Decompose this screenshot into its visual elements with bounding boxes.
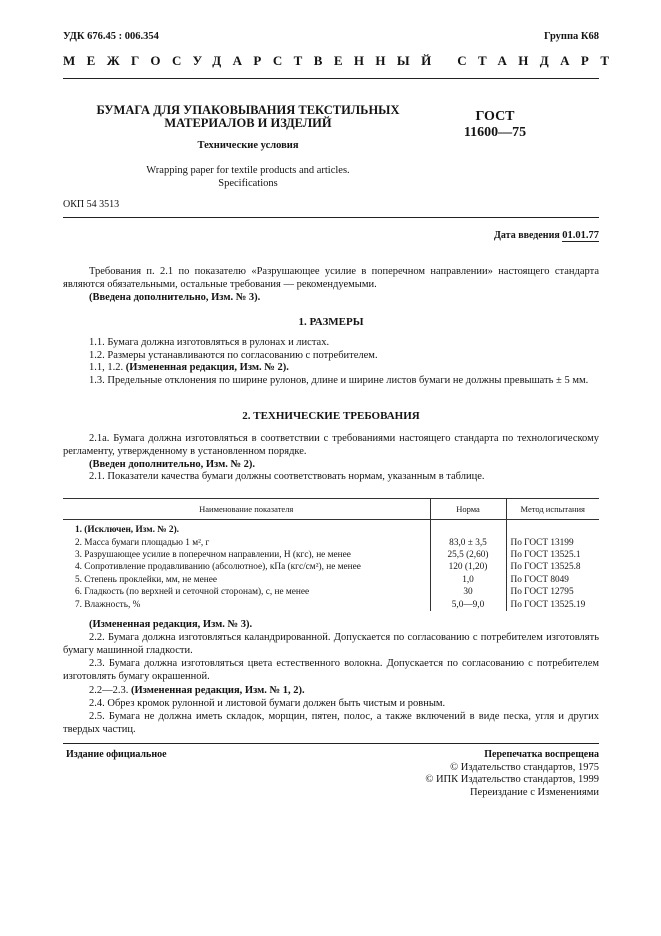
table-cell-method: По ГОСТ 13199 [510,537,574,548]
table-row [63,574,599,586]
para-2-amend-note: (Измененная редакция, Изм. № 1, 2). [131,685,305,696]
section-1-heading: 1. РАЗМЕРЫ [298,316,364,328]
para-1-3: 1.3. Предельные отклонения по ширине рулонов, длине и ширине листов бумаги не должны превышать ± 5 мм. [89,374,589,386]
footer-rule [63,743,599,744]
table-row [63,598,599,610]
table-cell-name [63,520,430,537]
title-line-1: БУМАГА ДЛЯ УПАКОВЫВАНИЯ ТЕКСТИЛЬНЫХ [96,103,400,117]
document-title [63,104,433,130]
copyright-block [425,749,599,799]
document-subtitle: Технические условия [197,140,299,151]
gost-designation [440,109,550,141]
table-cell-method: По ГОСТ 12795 [510,587,574,598]
table-cell-norm: 83,0 ± 3,5 [430,536,506,548]
reissue-notice: Переиздание с Изменениями [469,786,599,798]
intro-note: (Введена дополнительно, Изм. № 3). [89,292,261,303]
quality-table [63,498,599,611]
para-1-amend-note: (Измененная редакция, Изм. № 2). [125,362,289,373]
para-2-1: 2.1. Показатели качества бумаги должны соответствовать нормам, указанным в таблице. [89,471,485,482]
table-cell-name: 2. Масса бумаги площадью 1 м², г [75,537,210,548]
gost-number: 11600—75 [463,125,527,140]
table-cell-method: По ГОСТ 8049 [510,574,569,585]
table-cell-norm: 1,0 [430,574,506,586]
para-1-2: 1.2. Размеры устанавливаются по согласованию с потребителем. [89,349,378,361]
intro-date-label: Дата введения [494,230,560,241]
table-cell-method: По ГОСТ 13525.1 [510,549,581,560]
table-cell-norm [430,520,506,537]
english-title-line-1: Wrapping paper for textile products and articles. [146,165,350,176]
interstate-standard-banner: МЕЖГОСУДАРСТВЕННЫЙ СТАНДАРТ [63,53,621,68]
copyright-1999: © ИПК Издательство стандартов, 1999 [425,774,599,785]
para-2-1a-note: (Введен дополнительно, Изм. № 2). [89,459,256,470]
para-2-1a: 2.1а. Бумага должна изготовляться в соответствии с требованиями настоящего стандарта по технологическому регламенту, утвержденному в установленном порядке. [63,433,599,457]
table-header-row [63,499,599,520]
reprint-notice: Перепечатка воспрещена [484,749,599,760]
official-edition: Издание официальное [66,749,167,760]
table-cell-method: По ГОСТ 13525.8 [510,562,581,573]
para-2-amend-prefix: 2.2—2.3. [89,685,129,696]
table-cell-method: По ГОСТ 13525.19 [510,599,586,610]
table-cell-norm: 30 [430,586,506,598]
table-row [63,549,599,561]
para-1-amend [63,362,599,375]
english-title-line-2: Specifications [218,178,278,189]
okp-code: ОКП 54 3513 [63,199,120,210]
intro-date-value: 01.01.77 [562,230,599,241]
table-header-norm: Норма [430,499,506,520]
group-code: Группа К68 [543,31,599,42]
table-cell-norm: 120 (1,20) [430,561,506,573]
para-2-2: 2.2. Бумага должна изготовляться каландрированной. Допускается по согласованию с потребителем изготовлять бумагу машинной гладкости. [63,632,599,656]
table-cell-norm: 25,5 (2,60) [430,549,506,561]
table-cell-method [506,520,599,537]
para-2-2-2-3-amend [63,685,599,698]
copyright-1975: © Издательство стандартов, 1975 [450,761,599,773]
okp-rule [63,217,599,218]
intro-paragraph: Требования п. 2.1 по показателю «Разрушающее усилие в поперечном направлении» настоящего стандарта являются обязательными, остальные требования — рекомендуемыми. [63,266,599,290]
table-cell-name: 5. Степень проклейки, мм, не менее [75,574,217,585]
table-cell-norm: 5,0—9,0 [430,598,506,610]
english-title [63,164,433,190]
table-header-name: Наименование показателя [63,499,430,520]
gost-label: ГОСТ [475,109,515,124]
table-header-method: Метод испытания [506,499,599,520]
section-2-heading: 2. ТЕХНИЧЕСКИЕ ТРЕБОВАНИЯ [242,410,420,422]
table-row [63,536,599,548]
table-row [63,561,599,573]
table-note: (Измененная редакция, Изм. № 3). [89,619,253,630]
para-1-amend-prefix: 1.1, 1.2. [89,362,124,373]
intro-date [494,230,599,241]
table-cell-name: 4. Сопротивление продавливанию (абсолютное), кПа (кгс/см²), не менее [75,562,361,573]
title-line-2: МАТЕРИАЛОВ И ИЗДЕЛИЙ [164,116,332,130]
table-row [63,520,599,537]
excluded-row-text: 1. (Исключен, Изм. № 2). [75,525,179,536]
header-rule [63,78,599,79]
para-2-4: 2.4. Обрез кромок рулонной и листовой бумаги должен быть чистым и ровным. [89,698,446,709]
table-cell-name: 7. Влажность, % [75,599,141,610]
udk-code: УДК 676.45 : 006.354 [63,31,159,42]
table-cell-name: 6. Гладкость (по верхней и сеточной сторонам), с, не менее [75,587,310,598]
para-1-1: 1.1. Бумага должна изготовляться в рулонах и листах. [89,337,330,348]
table-cell-name: 3. Разрушающее усилие в поперечном направлении, Н (кгс), не менее [75,549,351,560]
table-row [63,586,599,598]
para-2-3: 2.3. Бумага должна изготовляться цвета естественного волокна. Допускается по согласованию с потребителем изготовлять бумагу окрашенной. [63,658,599,682]
para-2-5: 2.5. Бумага не должна иметь складок, морщин, пятен, полос, а также включений в виде песка, угля и других твердых частиц. [63,711,599,735]
